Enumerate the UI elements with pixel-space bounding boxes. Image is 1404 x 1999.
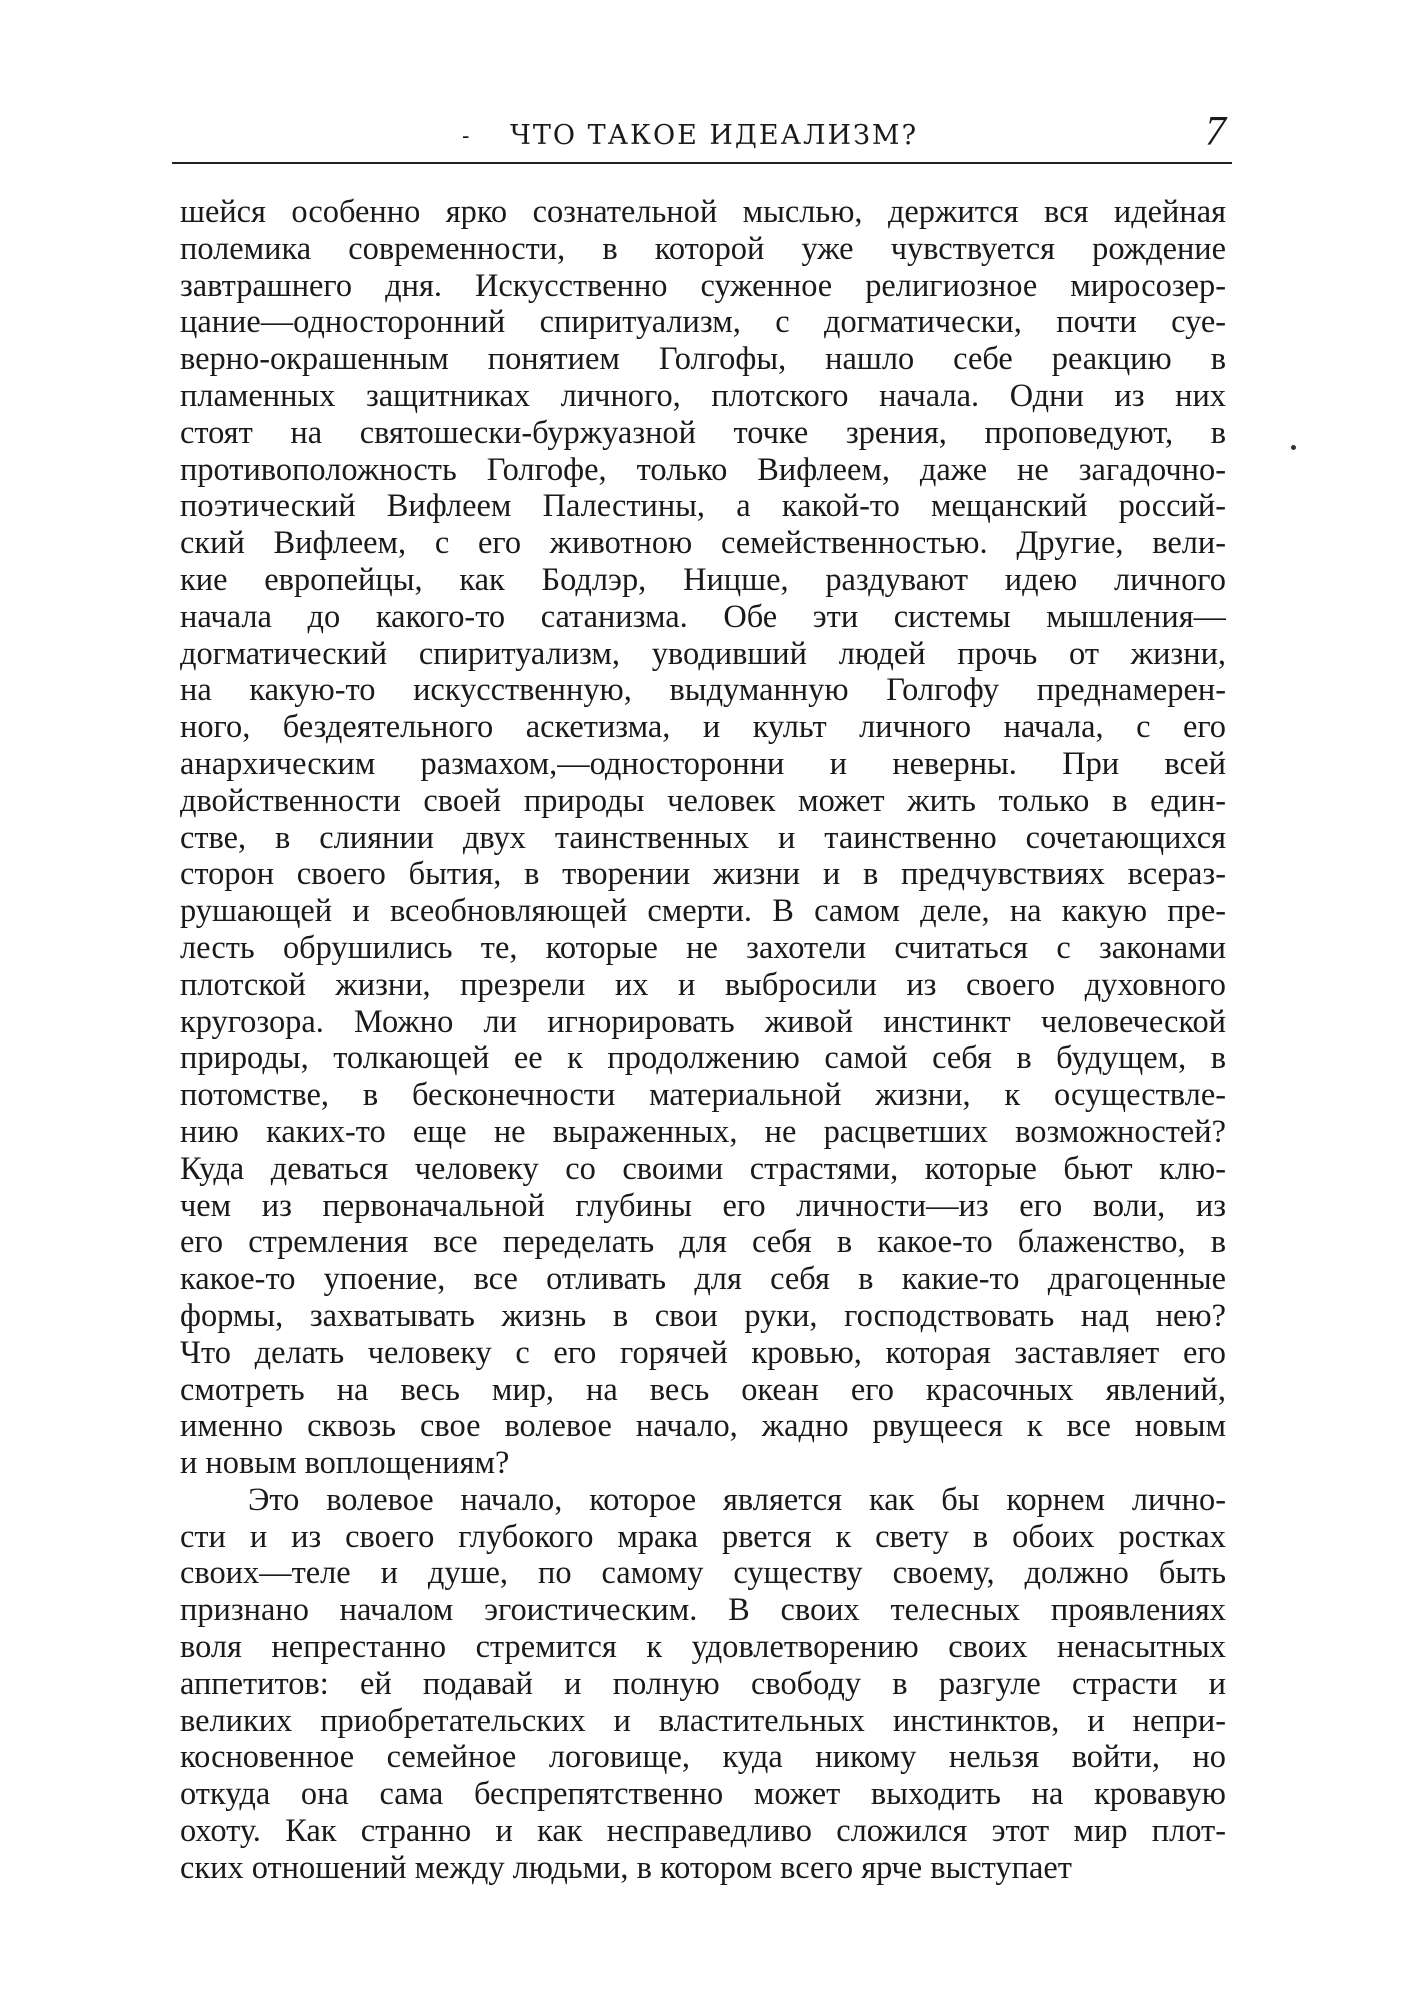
- text-line: Куда деваться человеку со своими страстями, которые бьют клю-: [180, 1150, 1226, 1187]
- text-line: верно-окрашенным понятием Голгофы, нашло себе реакцию в: [180, 341, 1226, 378]
- text-line: стве, в слиянии двух таинственных и таинственно сочетающихся: [180, 819, 1226, 856]
- header-rule: [172, 162, 1232, 164]
- text-line: его стремления все переделать для себя в какое-то блаженство, в: [180, 1224, 1226, 1261]
- text-line: догматический спиритуализм, уводивший людей прочь от жизни,: [180, 635, 1226, 672]
- print-speck: [1291, 445, 1296, 450]
- text-line: ский Вифлеем, с его животною семейственностью. Другие, вели-: [180, 525, 1226, 562]
- text-line: сти и из своего глубокого мрака рвется к свету в обоих ростках: [180, 1518, 1226, 1555]
- running-header: [172, 108, 1234, 164]
- text-line: на какую-то искусственную, выдуманную Голгофу преднамерен-: [180, 672, 1226, 709]
- text-line: аппетитов: ей подавай и полную свободу в разгуле страсти и: [180, 1665, 1226, 1702]
- text-line: противоположность Голгофе, только Вифлеем, даже не загадочно-: [180, 451, 1226, 488]
- text-line: признано началом эгоистическим. В своих телесных проявлениях: [180, 1592, 1226, 1629]
- text-line: поэтический Вифлеем Палестины, а какой-то мещанский россий-: [180, 488, 1226, 525]
- page-number: 7: [1205, 109, 1226, 155]
- text-line: смотреть на весь мир, на весь океан его красочных явлений,: [180, 1371, 1226, 1408]
- text-line: начала до какого-то сатанизма. Обе эти системы мышления—: [180, 598, 1226, 635]
- text-line: пламенных защитниках личного, плотского начала. Одни из них: [180, 377, 1226, 414]
- text-line: великих приобретательских и властительных инстинктов, и непри-: [180, 1702, 1226, 1739]
- text-line: рушающей и всеобновляющей смерти. В самом деле, на какую пре-: [180, 893, 1226, 930]
- text-line: плотской жизни, презрели их и выбросили из своего духовного: [180, 966, 1226, 1003]
- text-line: кие европейцы, как Бодлэр, Ницше, раздувают идею личного: [180, 561, 1226, 598]
- text-line: своих—теле и душе, по самому существу своему, должно быть: [180, 1555, 1226, 1592]
- text-line: и новым воплощениям?: [180, 1445, 510, 1482]
- text-line: ного, бездеятельного аскетизма, и культ личного начала, с его: [180, 709, 1226, 746]
- running-title: ЧТО ТАКОЕ ИДЕАЛИЗМ?: [510, 120, 919, 151]
- text-line: кругозора. Можно ли игнорировать живой инстинкт человеческой: [180, 1003, 1226, 1040]
- text-line: шейся особенно ярко сознательной мыслью, держится вся идейная: [180, 194, 1226, 230]
- text-line: ских отношений между людьми, в котором всего ярче выступает: [180, 1849, 1072, 1886]
- text-line: завтрашнего дня. Искусственно суженное религиозное миросозер-: [180, 267, 1226, 304]
- paragraph: [180, 1482, 1226, 1887]
- text-line: анархическим размахом,—односторонни и неверны. При всей: [180, 745, 1226, 782]
- header-dash: -: [462, 124, 470, 149]
- text-line: охоту. Как странно и как несправедливо сложился этот мир плот-: [180, 1813, 1226, 1850]
- text-line: откуда она сама беспрепятственно может выходить на кровавую: [180, 1776, 1226, 1813]
- text-line: косновенное семейное логовище, куда никому нельзя войти, но: [180, 1739, 1226, 1776]
- text-line: Что делать человеку с его горячей кровью, которая заставляет его: [180, 1334, 1226, 1371]
- text-line: нию каких-то еще не выраженных, не расцветших возможностей?: [180, 1113, 1226, 1150]
- text-line: сторон своего бытия, в творении жизни и в предчувствиях всераз-: [180, 856, 1226, 893]
- text-line: воля непрестанно стремится к удовлетворению своих ненасытных: [180, 1629, 1226, 1666]
- text-line: чем из первоначальной глубины его личности—из его воли, из: [180, 1187, 1226, 1224]
- text-line: формы, захватывать жизнь в свои руки, господствовать над нею?: [180, 1297, 1226, 1334]
- text-line: цание—односторонний спиритуализм, с догматически, почти суе-: [180, 304, 1226, 341]
- text-line: именно сквозь свое волевое начало, жадно рвущееся к все новым: [180, 1408, 1226, 1445]
- text-line: лесть обрушились те, которые не захотели считаться с законами: [180, 929, 1226, 966]
- paragraph: [180, 194, 1226, 1482]
- text-line: потомстве, в бесконечности материальной жизни, к осуществле-: [180, 1077, 1226, 1114]
- text-line: двойственности своей природы человек может жить только в един-: [180, 782, 1226, 819]
- text-line: природы, толкающей ее к продолжению самой себя в будущем, в: [180, 1040, 1226, 1077]
- body-text: [180, 194, 1226, 1887]
- text-line: Это волевое начало, которое является как бы корнем лично-: [248, 1481, 1226, 1518]
- text-line: полемика современности, в которой уже чувствуется рождение: [180, 230, 1226, 267]
- text-line: стоят на святошески-буржуазной точке зрения, проповедуют, в: [180, 414, 1226, 451]
- text-line: какое-то упоение, все отливать для себя в какие-то драгоценные: [180, 1261, 1226, 1298]
